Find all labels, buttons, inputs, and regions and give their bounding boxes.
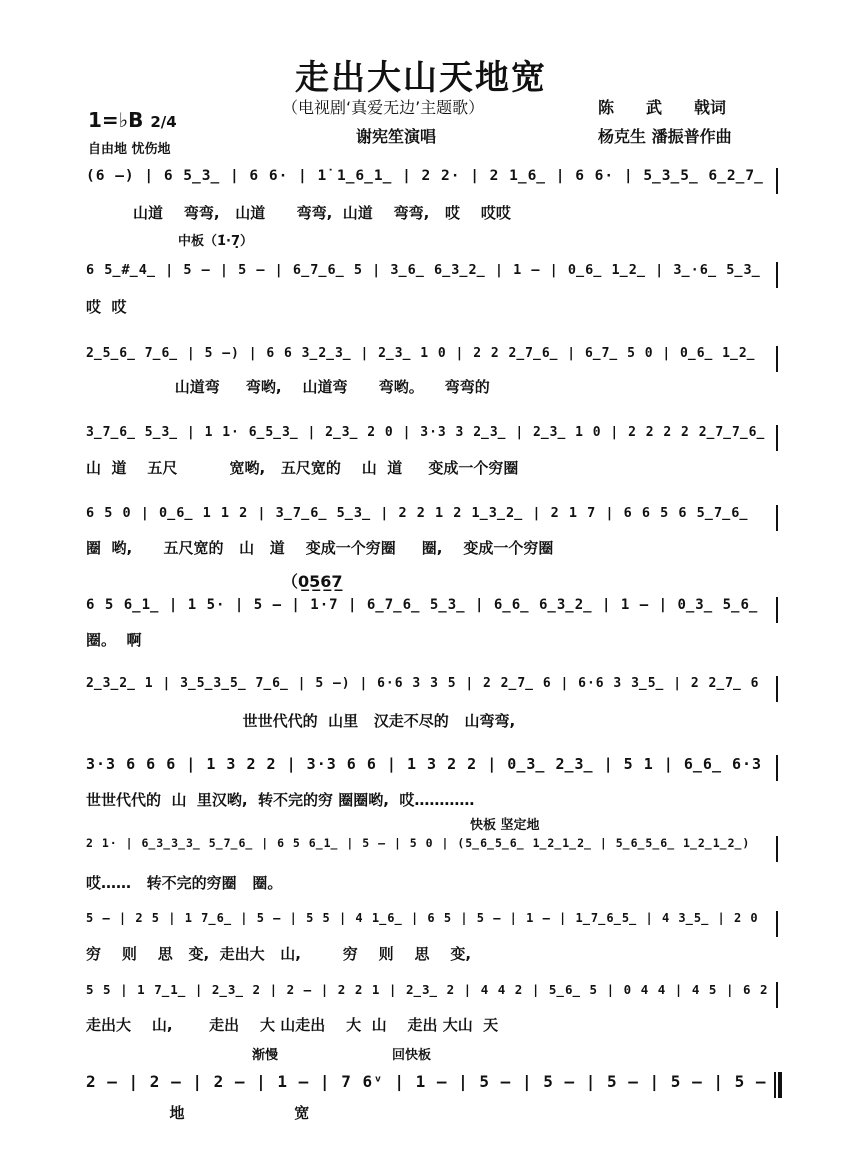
jianpu-notes: 6 5 6̲1̲ | 1 5· | 5 – | 1·7 | 6̲7̲6̲ 5̲3̲ | 6̲6̲ 6̲3̲2̲ | 1 – | 0̲3̲ 5̲6̲ [86, 597, 759, 613]
barline [776, 755, 778, 781]
lyrics-line: 地 宽 [86, 1104, 310, 1122]
jianpu-notes: 5 5 | 1 7̲1̲ | 2̲3̲ 2 | 2 – | 2 2 1 | 2̲3̲ 2 | 4 4 2 | 5̲6̲ 5 | 0 4 4 | 4 5 | 6 2 [86, 982, 769, 997]
lyrics-line: 山道弯 弯哟, 山道弯 弯哟。 弯弯的 [86, 378, 490, 396]
tempo-marking-ritardando: 渐慢 [252, 1048, 279, 1063]
tempo-marking-a-tempo: 回快板 [392, 1048, 432, 1063]
lyrics-line: 哎…… 转不完的穷圈 圈。 [86, 874, 283, 892]
lyrics-line: 走出大 山, 走出 大 山走出 大 山 走出 大山 天 [86, 1016, 499, 1034]
jianpu-notes: 2 – | 2 – | 2 – | 1 – | 7 6ᵛ | 1 – | 5 – | 5 – | 5 – | 5 – | 5 – [86, 1072, 767, 1091]
tempo-marking: 中板（1̇·7̣） [178, 234, 254, 249]
tempo-expression: 自由地 忧伤地 [88, 142, 171, 157]
lyrics-line: 世世代代的 山 里汉哟, 转不完的穷 圈圈哟, 哎………… [86, 791, 475, 809]
key-label: 1=♭B [88, 108, 144, 132]
lyrics-line: 山道 弯弯, 山道 弯弯, 山道 弯弯, 哎 哎哎 [86, 204, 511, 222]
lyrics-line: 圈。 啊 [86, 631, 142, 649]
barline [776, 346, 778, 372]
barline [776, 597, 778, 623]
barline [776, 982, 778, 1008]
jianpu-notes: 2̲3̲2̲ 1 | 3̲5̲3̲5̲ 7̲6̲ | 5 –) | 6·6 3 3 5 | 2 2̲7̲ 6 | 6·6 3 3̲5̲ | 2 2̲7̲ 6 [86, 676, 760, 691]
song-subtitle: （电视剧‘真爱无边’主题歌） [282, 98, 485, 117]
singer-credit: 谢宪笙演唱 [356, 127, 437, 146]
lyrics-line: 穷 则 思 变, 走出大 山, 穷 则 思 变, [86, 945, 472, 963]
lyrics-line: 山 道 五尺 宽哟, 五尺宽的 山 道 变成一个穷圈 [86, 459, 519, 477]
jianpu-notes: (6 –) | 6 5̲3̲ | 6 6· | 1̇ 1̲6̲1̲ | 2 2· | 2 1̲6̲ | 6 6· | 5̲3̲5̲ 6̲2̲7̲ [86, 168, 764, 184]
key-signature [88, 108, 177, 132]
time-signature: 2/4 [150, 113, 177, 131]
barline [776, 911, 778, 937]
barline [776, 676, 778, 702]
lyrics-line: 圈 哟, 五尺宽的 山 道 变成一个穷圈 圈, 变成一个穷圈 [86, 539, 554, 557]
lyrics-line: 世世代代的 山里 汉走不尽的 山弯弯, [86, 712, 516, 730]
barline [776, 836, 778, 862]
barline [776, 168, 778, 194]
barline [776, 262, 778, 288]
song-title: 走出大山天地宽 [295, 58, 547, 98]
jianpu-notes: 3·3 6 6 6 | 1 3 2 2 | 3·3 6 6 | 1 3 2 2 | 0̲3̲ 2̲3̲ | 5 1 | 6̲6̲ 6·3 [86, 755, 763, 773]
lyrics-line: 哎 哎 [86, 298, 127, 316]
barline [776, 505, 778, 531]
jianpu-notes: 2 1· | 6̲3̲3̲3̲ 5̲7̲6̲ | 6 5 6̲1̲ | 5 – | 5 0 | (5̲6̲5̲6̲ 1̲2̲1̲2̲ | 5̲6̲5̲6̲ 1̲2̲1̲2̲) [86, 836, 751, 850]
jianpu-notes: 3̲7̲6̲ 5̲3̲ | 1 1· 6̲5̲3̲ | 2̲3̲ 2 0 | 3·3 3 2̲3̲ | 2̲3̲ 1 0 | 2 2 2 2 2̲7̲7̲6̲ [86, 425, 766, 440]
jianpu-notes: 6 5 0 | 0̲6̲ 1 1 2 | 3̲7̲6̲ 5̲3̲ | 2 2 1 2 1̲3̲2̲ | 2 1 7 | 6 6 5 6 5̲7̲6̲ [86, 505, 749, 521]
final-barline [774, 1072, 782, 1098]
tempo-marking: 快板 坚定地 [470, 818, 540, 833]
lyricist-credit: 陈 武 戟词 [598, 98, 727, 117]
jianpu-notes: 6 5̲#̲4̲ | 5 – | 5 – | 6̲7̲6̲ 5 | 3̲6̲ 6̲3̲2̲ | 1 – | 0̲6̲ 1̲2̲ | 3̲·6̲ 5̲3̲ [86, 262, 761, 278]
jianpu-notes: 5 – | 2 5 | 1 7̲6̲ | 5 – | 5 5 | 4 1̲6̲ | 6 5 | 5 – | 1 – | 1̲7̲6̲5̲ | 4 3̲5̲ | 2 0 [86, 911, 759, 925]
jianpu-notes: 2̲5̲6̲ 7̲6̲ | 5 –) | 6 6 3̲2̲3̲ | 2̲3̲ 1 0 | 2 2 2̲7̲6̲ | 6̲7̲ 5 0 | 0̲6̲ 1̲2̲ [86, 346, 756, 361]
composer-credit: 杨克生 潘振普作曲 [598, 127, 732, 146]
barline [776, 425, 778, 451]
intro-bracket-notes: （0̲5̲6̲7̲ [282, 572, 343, 591]
